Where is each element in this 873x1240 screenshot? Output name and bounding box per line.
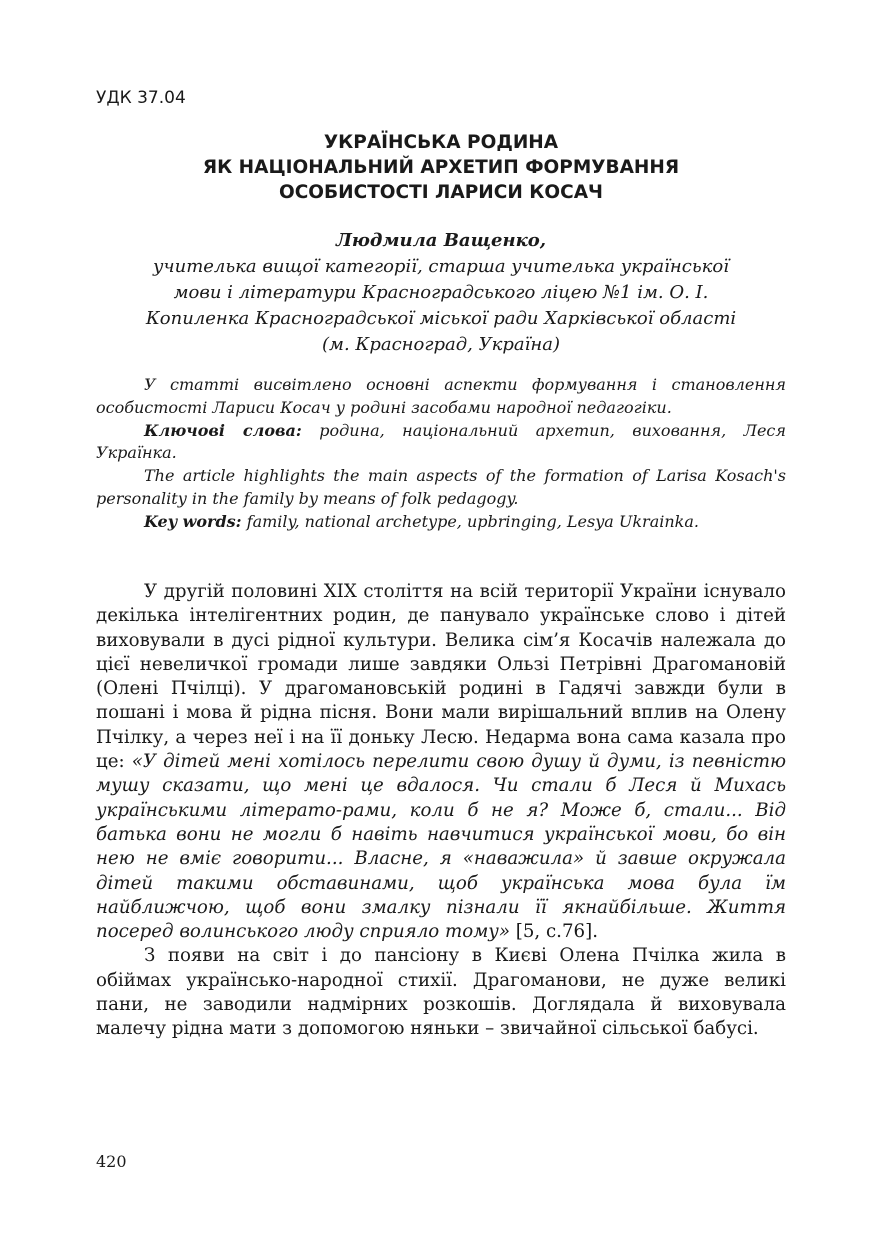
- author-name: Людмила Ващенко,: [335, 230, 547, 251]
- udk-code: УДК 37.04: [96, 88, 186, 108]
- body-citation: [5, с.76].: [509, 921, 598, 943]
- body-paragraph-1: [96, 580, 786, 944]
- author-affiliation-line-1: учителька вищої категорії, старша учителька української: [152, 256, 730, 277]
- abstract-ua: У статті висвітлено основні аспекти формування і становлення особистості Лариси Косач у родині засобами народної педагогіки.: [96, 375, 786, 417]
- page-number: 420: [96, 1152, 127, 1171]
- keywords-en-text: family, national archetype, upbringing, Lesya Ukrainka.: [241, 511, 699, 531]
- author-block: [96, 228, 786, 358]
- abstract-block: [96, 374, 786, 534]
- author-affiliation-line-2: мови і літератури Красноградського ліцею №1 ім. О. І.: [173, 282, 709, 303]
- keywords-en-label: Key words:: [144, 511, 242, 531]
- keywords-ua: [96, 420, 786, 466]
- abstract-en: The article highlights the main aspects of the formation of Larisa Kosach's personality in the family by means of folk pedagogy.: [96, 466, 786, 508]
- article-body: [96, 580, 786, 1042]
- body-paragraph-1-text: У другій половині XIX століття на всій території України існувало декілька інтелігентних родин, де панувало українське слово і дітей виховували в дусі рідної культури. Велика сім’я Косачів належала до цієї невеличкої громади лише завдяки Ользі Петрівні Драгомановій (Олені Пчілці). У драгомановській родині в Гадячі завжди були в пошані і мова й рідна пісня. Вони мали вирішальний вплив на Олену Пчілку, а через неї і на її доньку Лесю. Недарма вона сама казала про це:: [96, 581, 786, 773]
- body-paragraph-2: З появи на світ і до пансіону в Києві Олена Пчілка жила в обіймах українсько-народної стихії. Драгоманови, не дуже великі пани, не заводили надмірних розкошів. Доглядала й виховувала малечу рідна мати з допомогою няньки – звичайної сільської бабусі.: [96, 945, 786, 1040]
- article-title: [96, 130, 786, 205]
- keywords-ua-text: родина, національний архетип, виховання, Леся Українка.: [96, 420, 786, 463]
- title-line-2: ЯК НАЦІОНАЛЬНИЙ АРХЕТИП ФОРМУВАННЯ: [202, 157, 680, 178]
- author-affiliation-line-3: Копиленка Красноградської міської ради Харківської області: [145, 308, 737, 329]
- keywords-en: [96, 511, 786, 534]
- title-line-3: ОСОБИСТОСТІ ЛАРИСИ КОСАЧ: [279, 182, 603, 203]
- body-quote: «У дітей мені хотілось перелити свою душу й думи, із певністю мушу сказати, що мені це вдалося. Чи стали б Леся й Михась українськими літерато-рами, коли б не я? Може б, стали... Від батька вони не могли б навіть навчитися української мови, бо він нею не вміє говорити... Власне, я «наважила» й завше окружала дітей такими обставинами, щоб українська мова була їм найближчою, щоб вони змалку пізнали її якнайбільше. Життя посеред волинського люду сприяло тому»: [96, 751, 786, 943]
- author-affiliation-line-4: (м. Красноград, Україна): [322, 334, 560, 355]
- title-line-1: УКРАЇНСЬКА РОДИНА: [323, 132, 559, 153]
- keywords-ua-label: Ключові слова:: [144, 420, 302, 440]
